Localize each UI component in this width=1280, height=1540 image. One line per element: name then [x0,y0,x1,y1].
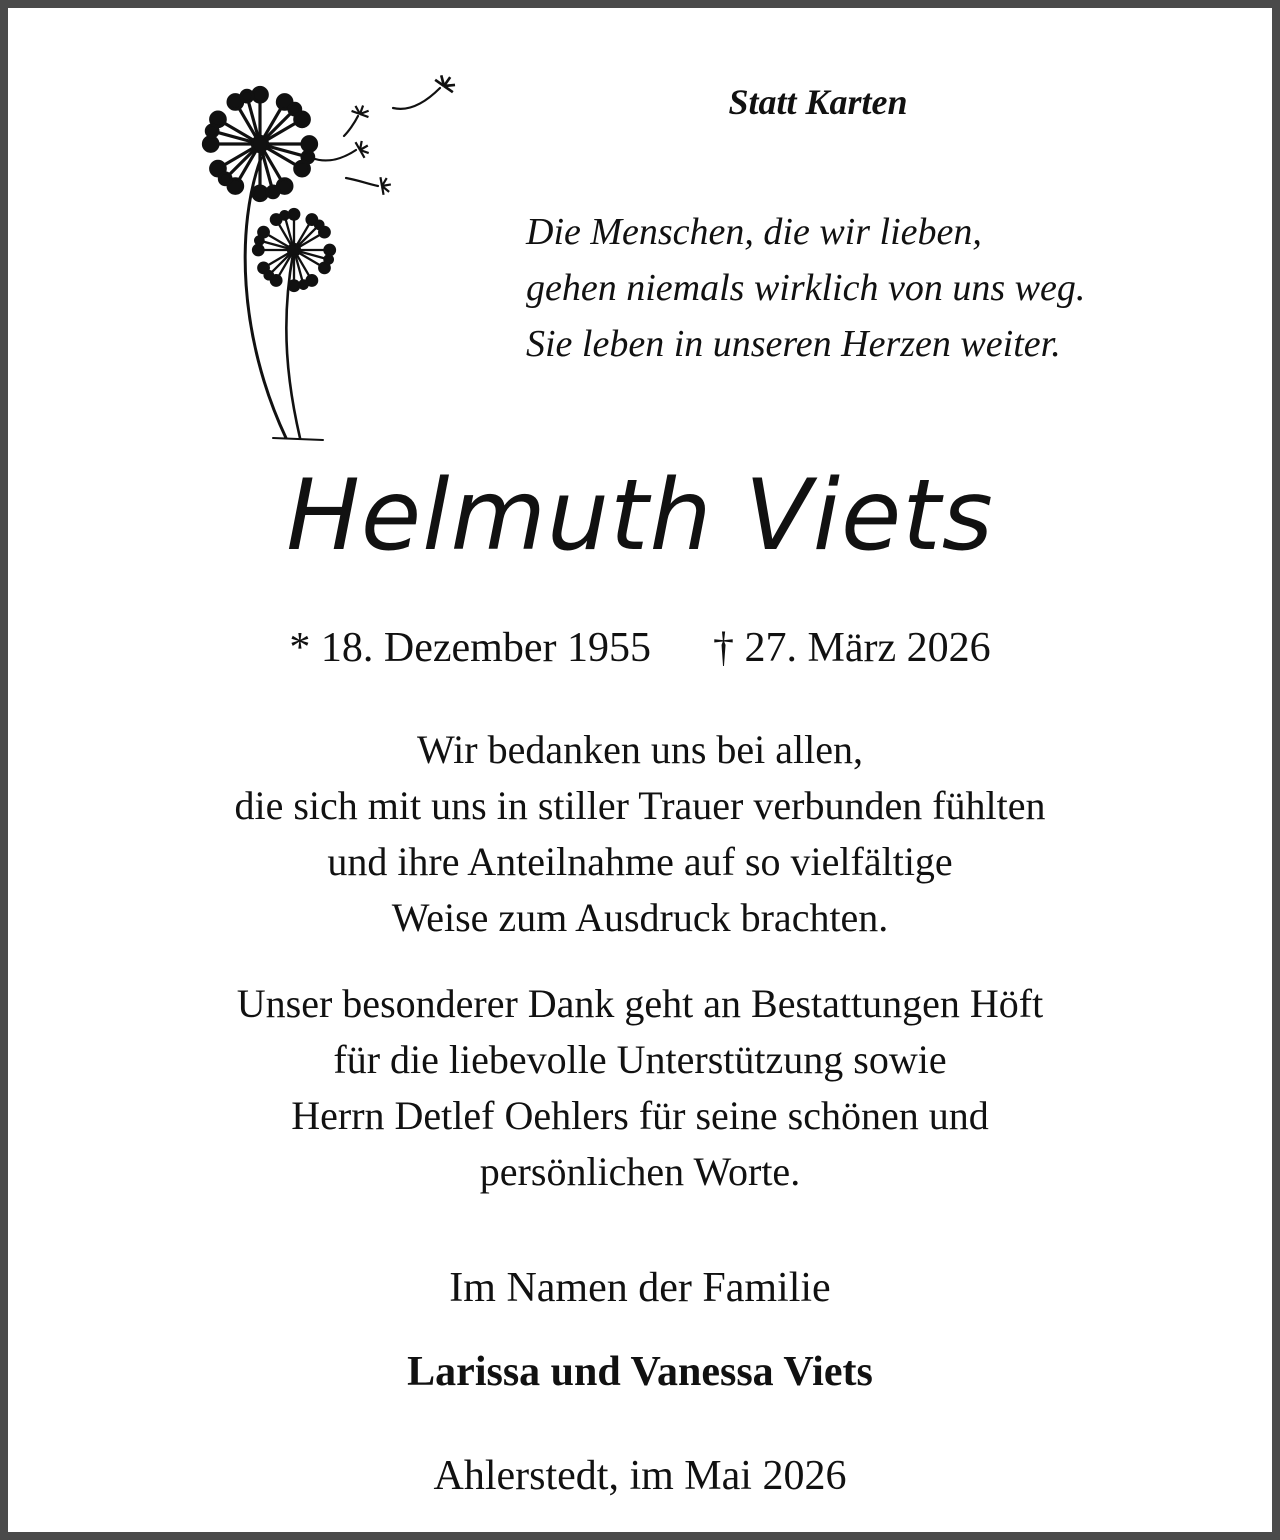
dandelion-icon [188,66,468,446]
poem-line: Die Menschen, die wir lieben, [526,211,982,253]
birth-date: * 18. Dezember 1955 [289,625,651,671]
thanks-paragraph [8,722,1272,946]
special-thanks-line: persönlichen Worte. [479,1149,801,1194]
poem-line: Sie leben in unseren Herzen weiter. [526,323,1061,365]
death-date: † 27. März 2026 [712,625,991,671]
thanks-line: und ihre Anteilnahme auf so vielfältige [327,839,953,884]
special-thanks-line: für die liebevolle Unterstützung sowie [333,1037,947,1082]
deceased-name: Helmuth Viets [286,459,994,573]
special-thanks-line: Unser besonderer Dank geht an Bestattungen Höft [236,981,1044,1026]
thanks-line: Weise zum Ausdruck brachten. [391,895,889,940]
place-date: Ahlerstedt, im Mai 2026 [433,1453,847,1499]
poem [526,204,1276,372]
special-thanks-paragraph [8,976,1272,1200]
special-thanks-line: Herrn Detlef Oehlers für seine schönen und [291,1093,989,1138]
thanks-line: die sich mit uns in stiller Trauer verbunden fühlten [234,783,1046,828]
life-dates [8,620,1272,676]
signers: Larissa und Vanessa Viets [407,1349,873,1395]
thanks-line: Wir bedanken uns bei allen, [416,727,863,772]
poem-line: gehen niemals wirklich von uns weg. [526,267,1086,309]
closing-line: Im Namen der Familie [449,1265,831,1311]
header-label: Statt Karten [728,82,908,122]
